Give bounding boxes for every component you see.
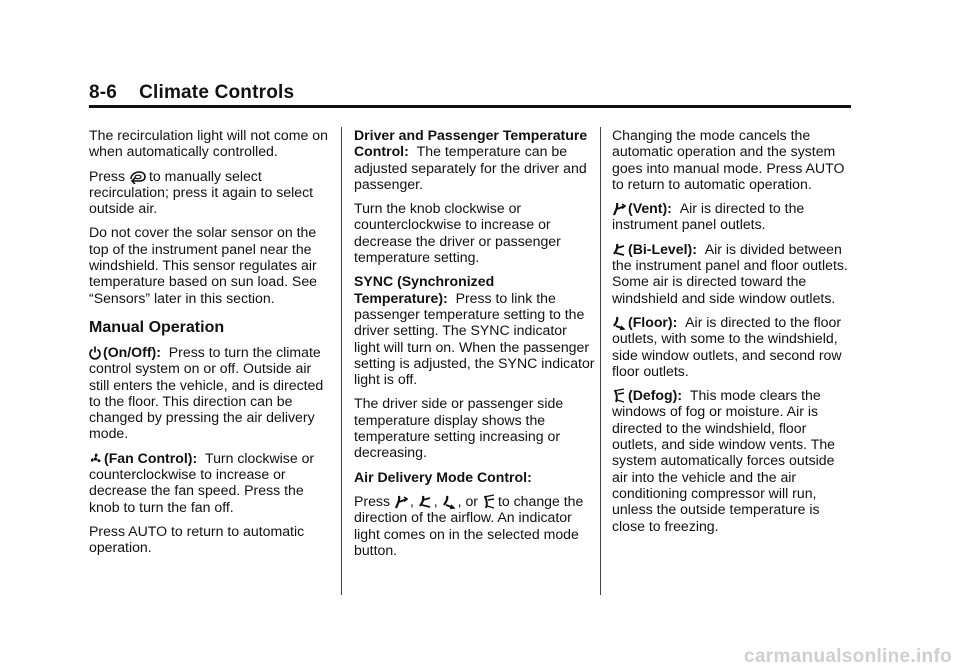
paragraph xyxy=(89,450,331,515)
watermark: carmanualsonline.info xyxy=(744,646,952,667)
subheading: Air Delivery Mode Control: xyxy=(354,468,532,485)
section-title: Climate Controls xyxy=(139,82,295,103)
text: Air is directed to the floor outlets, with some to the windshield, side window outlets, and second row floor outlets. xyxy=(612,313,842,379)
column-divider xyxy=(600,127,601,595)
defog-mode-icon xyxy=(482,494,496,509)
label: (Vent): xyxy=(628,200,672,217)
paragraph: Press AUTO to return to automatic operation. xyxy=(89,522,305,556)
floor-mode-icon xyxy=(442,494,456,509)
text: Press to turn the climate control system on or off. Outside air still enters the vehicle, and is directed to the floor. This direction can be changed by pressing the air delivery mode. xyxy=(89,343,324,442)
text: Air is directed to the instrument panel outlets. xyxy=(612,200,805,233)
label: (Defog): xyxy=(628,387,683,404)
paragraph xyxy=(612,314,854,379)
bilevel-mode-icon xyxy=(612,242,626,257)
text: Turn clockwise or counterclockwise to increase or decrease the fan speed. Press the knob to turn the fan off. xyxy=(89,449,315,515)
header-rule xyxy=(89,105,851,108)
paragraph xyxy=(89,168,331,217)
text: to change the direction of the airflow. An indicator light comes on in the selected mode button. xyxy=(354,492,584,558)
label: (Bi-Level): xyxy=(628,240,697,257)
paragraph xyxy=(612,241,854,306)
text: Press xyxy=(89,167,126,184)
text: to manually select recirculation; press it again to select outside air. xyxy=(89,167,314,217)
floor-mode-icon xyxy=(612,315,626,330)
fan-icon xyxy=(89,452,102,466)
column-1 xyxy=(89,127,331,564)
label: (Fan Control): xyxy=(104,449,198,466)
column-2 xyxy=(354,127,596,566)
text: , xyxy=(433,492,438,509)
paragraph xyxy=(354,493,596,558)
paragraph xyxy=(89,344,331,442)
text: The temperature can be adjusted separately for the driver and passenger. xyxy=(354,143,587,192)
paragraph: Turn the knob clockwise or counterclockwise to increase or decrease the driver or passenger temperature setting. xyxy=(354,200,561,266)
text: This mode clears the windows of fog or moisture. Air is directed to the windshield, floor outlets, and side window vents. The system automatically forces outside air into the vehicle and the air conditioning compressor will run, unless the outside temperature is close to freezing. xyxy=(612,387,836,534)
text: Air is divided between the instrument panel and floor outlets. Some air is directed toward the windshield and side window outlets. xyxy=(612,240,848,306)
vent-mode-icon xyxy=(394,494,408,509)
section-heading: Manual Operation xyxy=(89,318,225,336)
power-icon xyxy=(89,346,101,360)
text: , xyxy=(409,492,414,509)
label: (Floor): xyxy=(628,313,678,330)
recirculation-icon xyxy=(129,170,147,184)
paragraph: Changing the mode cancels the automatic operation and the system goes into manual mode. Press AUTO to return to automatic operation. xyxy=(612,127,845,192)
paragraph xyxy=(612,387,854,534)
bilevel-mode-icon xyxy=(418,494,432,509)
paragraph: The recirculation light will not come on when automatically controlled. xyxy=(89,127,328,160)
column-divider xyxy=(341,127,342,595)
label: SYNC (Synchronized Temperature): xyxy=(354,273,495,306)
text: Press to link the passenger temperature setting to the driver setting. The SYNC indicator light will turn on. When the passenger setting is adjusted, the SYNC indicator light is off. xyxy=(354,289,595,388)
label: (On/Off): xyxy=(103,343,161,360)
paragraph xyxy=(354,273,596,387)
column-3 xyxy=(612,127,854,542)
page-number: 8-6 xyxy=(89,82,118,103)
text: , or xyxy=(457,492,479,509)
page-header xyxy=(89,81,851,105)
paragraph: Do not cover the solar sensor on the top of the instrument panel near the windshield. This sensor regulates air temperature based on sun load. See “Sensors” later in this section. xyxy=(89,224,318,306)
text: Press xyxy=(354,492,391,509)
defog-mode-icon xyxy=(612,388,626,403)
vent-mode-icon xyxy=(612,201,626,216)
paragraph: The driver side or passenger side temperature display shows the temperature setting increasing or decreasing. xyxy=(354,395,564,461)
page-title xyxy=(89,81,851,105)
paragraph xyxy=(612,200,854,233)
paragraph xyxy=(354,127,596,192)
label: Driver and Passenger Temperature Control: xyxy=(354,127,588,160)
